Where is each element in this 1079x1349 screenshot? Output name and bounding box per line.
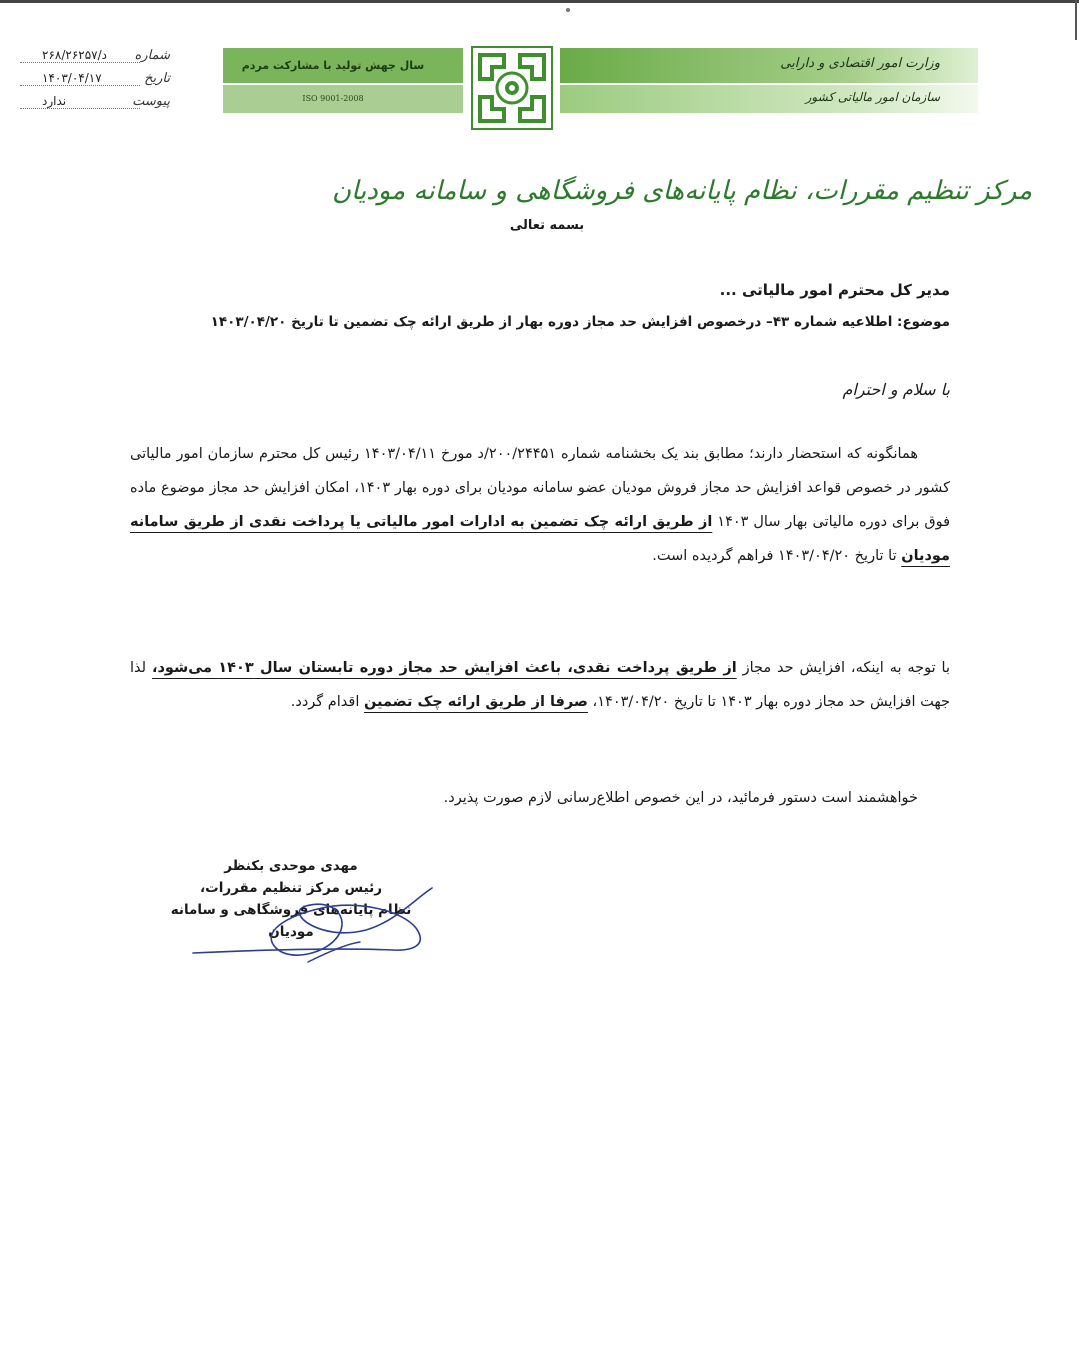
date-row bbox=[20, 71, 170, 94]
ministry-name: وزارت امور اقتصادی و دارایی bbox=[780, 56, 940, 71]
attachment-label: پیوست bbox=[132, 94, 170, 109]
attachment-row bbox=[20, 94, 170, 117]
center-title: مرکز تنظیم مقررات، نظام پایانه‌های فروشگاهی و سامانه مودیان bbox=[331, 176, 1032, 206]
paragraph-1 bbox=[130, 437, 950, 573]
number-label: شماره bbox=[134, 48, 170, 63]
paragraph-3: خواهشمند است دستور فرمائید، در این خصوص اطلاع‌رسانی لازم صورت پذیرد. bbox=[443, 790, 918, 806]
paragraph-2-text-a: با توجه به اینکه، افزایش حد مجاز bbox=[736, 660, 951, 676]
paragraph-2-text-c: لذا جهت افزایش حد مجاز دوره بهار ۱۴۰۳ تا تاریخ ۱۴۰۳/۰۴/۲۰، bbox=[130, 660, 950, 710]
date-label: تاریخ bbox=[144, 71, 170, 86]
signer-name: مهدی موحدی بکنظر bbox=[224, 858, 358, 874]
slogan-band bbox=[223, 48, 463, 113]
organization-name: سازمان امور مالیاتی کشور bbox=[805, 90, 940, 104]
date-value: ۱۴۰۳/۰۴/۱۷ bbox=[20, 71, 140, 86]
paragraph-2-text-e: اقدام گردد. bbox=[290, 694, 364, 710]
bismillah: بسمه تعالی bbox=[509, 218, 585, 233]
page-right-border bbox=[1075, 0, 1077, 40]
paragraph-1-text-a: همانگونه که استحضار دارند؛ مطابق بند یک بخشنامه شماره ۲۰۰/۲۴۴۵۱/د مورخ ۱۴۰۳/۰۴/۱۱ رئیس کل محترم سازمان امور مالیاتی کشور در خصوص قواعد افزایش حد مجاز فروش مودیان عضو سامانه مودیان برای دوره بهار ۱۴۰۳، امکان افزایش حد مجاز موضوع ماده فوق برای دوره مالیاتی بهار سال ۱۴۰۳ bbox=[130, 446, 951, 530]
ministry-band bbox=[560, 48, 978, 113]
paragraph-2-highlight-2: صرفا از طریق ارائه چک تضمین bbox=[363, 694, 588, 710]
paragraph-1-highlight: از طریق ارائه چک تضمین به ادارات امور مالیاتی یا پرداخت نقدی از طریق سامانه مودیان bbox=[130, 514, 950, 564]
paragraph-1-text-c: تا تاریخ ۱۴۰۳/۰۴/۲۰ فراهم گردیده است. bbox=[652, 548, 902, 564]
iso-certification: ISO 9001-2008 bbox=[302, 94, 364, 103]
letter-metadata bbox=[20, 48, 170, 117]
paragraph-2-highlight-1: از طریق پرداخت نقدی، باعث افزایش حد مجاز دوره تابستان سال ۱۴۰۳ می‌شود، bbox=[151, 660, 737, 676]
signer-title-line-1: رئیس مرکز تنظیم مقررات، bbox=[200, 880, 382, 896]
page-top-border bbox=[0, 0, 1079, 3]
scan-dot bbox=[566, 8, 570, 12]
attachment-value: ندارد bbox=[20, 94, 140, 109]
recipient: مدیر کل محترم امور مالیاتی ... bbox=[719, 281, 950, 299]
greeting: با سلام و احترام bbox=[842, 380, 950, 399]
signer-title-line-2: نظام پایانه‌های فروشگاهی و سامانه مودیان bbox=[170, 902, 412, 940]
subject-line: موضوع: اطلاعیه شماره ۴۳– درخصوص افزایش حد مجاز دوره بهار از طریق ارائه چک تضمین تا تاریخ ۱۴۰۳/۰۴/۲۰ bbox=[210, 314, 950, 330]
year-slogan: سال جهش تولید با مشارکت مردم bbox=[241, 59, 425, 72]
number-value: د/۲۶۸/۲۶۲۵۷ bbox=[20, 48, 140, 63]
tax-organization-logo-icon bbox=[470, 45, 554, 131]
paragraph-2 bbox=[130, 651, 950, 719]
number-row bbox=[20, 48, 170, 71]
handwritten-signature bbox=[188, 870, 438, 970]
